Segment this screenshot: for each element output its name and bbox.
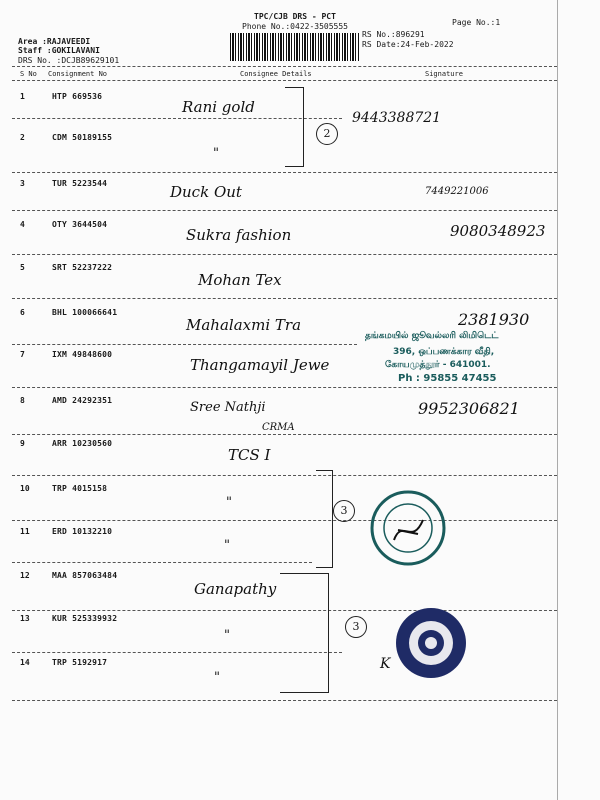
row-consignment: KUR 525339932 — [52, 614, 118, 623]
col-consignee: Consignee Details — [240, 70, 312, 78]
drs-number: DRS No. :DCJB89629101 — [18, 56, 120, 65]
row-rule — [12, 700, 557, 701]
row-consignment: TUR 5223544 — [52, 179, 108, 188]
col-signature: Signature — [425, 70, 463, 78]
row-rule — [12, 254, 557, 255]
row-signature: 9952306821 — [418, 399, 520, 418]
row-consignment: ARR 10230560 — [52, 439, 113, 448]
staff: Staff :GOKILAVANI — [18, 46, 100, 55]
header-rule — [12, 66, 557, 67]
row-consignment: IXM 49848600 — [52, 350, 113, 359]
row-sno: 6 — [20, 308, 25, 317]
row-consignment: AMD 24292351 — [52, 396, 113, 405]
header-rule — [12, 80, 557, 81]
group-count: 3 — [333, 500, 355, 522]
row-rule — [12, 210, 557, 211]
row-sno: 3 — [20, 179, 25, 188]
phone-number: Phone No.:0422-3505555 — [242, 22, 348, 31]
row-consignment: TRP 4015158 — [52, 484, 108, 493]
row-sno: 11 — [20, 527, 30, 536]
row-signature: 2381930 — [458, 310, 530, 329]
row-consignee: Ganapathy — [194, 580, 277, 598]
row-consignee: Sukra fashion — [186, 226, 292, 244]
company-seal — [392, 604, 470, 682]
row-rule — [12, 387, 557, 388]
row-consignee: Duck Out — [170, 183, 242, 201]
rs-date: RS Date:24-Feb-2022 — [362, 40, 454, 49]
row-sno: 5 — [20, 263, 25, 272]
courier-seal — [368, 488, 448, 568]
row-consignment: SRT 52237222 — [52, 263, 113, 272]
row-sno: 2 — [20, 133, 25, 142]
row-rule — [12, 562, 312, 563]
group-bracket — [285, 87, 304, 167]
row-signature: 7449221006 — [425, 186, 489, 197]
page-number: Page No.:1 — [452, 18, 501, 27]
row-consignee: TCS I — [228, 446, 271, 464]
row-consignee: Rani gold — [182, 98, 255, 116]
row-consignment: BHL 100066641 — [52, 308, 118, 317]
row-rule — [12, 298, 557, 299]
row-consignment: MAA 857063484 — [52, 571, 118, 580]
area: Area :RAJAVEEDI — [18, 37, 91, 46]
row-consignment: ERD 10132210 — [52, 527, 113, 536]
row-consignee: " — [224, 538, 230, 553]
row-sno: 4 — [20, 220, 25, 229]
row-sno: 1 — [20, 92, 25, 101]
row-consignment: OTY 3644504 — [52, 220, 108, 229]
col-sno: S No — [20, 70, 37, 78]
row-consignee: " — [214, 670, 220, 685]
row-sno: 9 — [20, 439, 25, 448]
row-consignment: CDM 50189155 — [52, 133, 113, 142]
rs-number: RS No.:896291 — [362, 30, 425, 39]
row-signature: 9443388721 — [352, 110, 442, 126]
row-consignee: " — [224, 628, 230, 643]
row-consignment: TRP 5192917 — [52, 658, 108, 667]
page-edge-line — [557, 0, 558, 800]
stamp-city: கோயமுத்தூர் - 641001. — [385, 360, 491, 370]
row-consignment: HTP 669536 — [52, 92, 103, 101]
row-consignee: " — [226, 495, 232, 510]
group-count: 3 — [345, 616, 367, 638]
stamp-phone: Ph : 95855 47455 — [398, 373, 497, 384]
row-rule — [12, 520, 557, 521]
stamp-company-name: தங்கமயில் ஜூவல்லரி லிமிடெட் — [365, 331, 499, 341]
group-count: 2 — [316, 123, 338, 145]
row-rule — [12, 344, 357, 345]
row-consignee: Mahalaxmi Tra — [186, 316, 302, 334]
row-consignee: Thangamayil Jewe — [190, 356, 330, 374]
row-rule — [12, 172, 557, 173]
stamp-address: 396, ஒப்பணக்கார வீதி, — [393, 347, 495, 357]
crma-note: CRMA — [262, 422, 295, 433]
barcode — [230, 33, 360, 61]
row-consignee: Mohan Tex — [198, 271, 282, 289]
row-sno: 10 — [20, 484, 30, 493]
row-consignee: " — [213, 146, 219, 161]
row-rule — [12, 434, 557, 435]
row-sno: 12 — [20, 571, 30, 580]
doc-title: TPC/CJB DRS - PCT — [254, 12, 336, 21]
group-bracket — [280, 573, 329, 693]
row-sno: 7 — [20, 350, 25, 359]
doc-header — [225, 12, 365, 32]
row-sno: 8 — [20, 396, 25, 405]
row-signature: 9080348923 — [450, 222, 546, 240]
row-sno: 14 — [20, 658, 30, 667]
group-bracket — [316, 470, 333, 568]
row-rule — [12, 475, 557, 476]
col-consignment: Consignment No — [48, 70, 108, 78]
initial-mark: K — [380, 656, 391, 672]
row-sno: 13 — [20, 614, 30, 623]
row-consignee: Sree Nathji — [190, 400, 266, 415]
